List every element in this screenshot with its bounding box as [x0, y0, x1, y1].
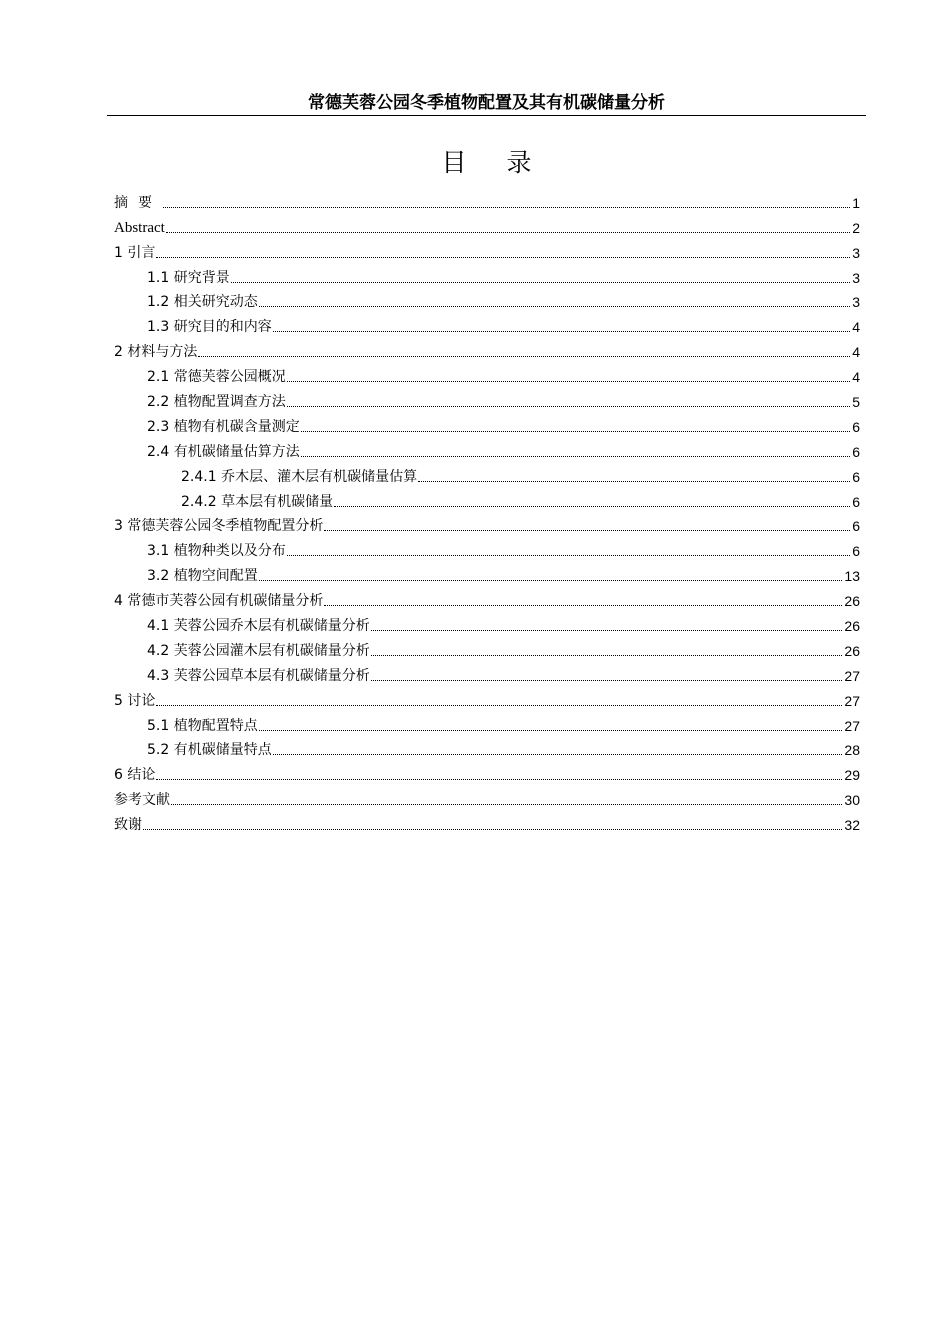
dot-leader [324, 605, 842, 606]
toc-entry-label: 4.3 芙蓉公园草本层有机碳储量分析 [147, 667, 370, 684]
toc-entry-acknowledgements[interactable] [114, 809, 860, 834]
toc-entry-chapter-5[interactable] [114, 685, 860, 710]
toc-entry-section-4-3[interactable] [114, 660, 860, 685]
toc-entry-label: 1.3 研究目的和内容 [147, 319, 272, 336]
dot-leader [371, 655, 843, 656]
dot-leader [273, 754, 843, 755]
toc-entry-section-1-1[interactable] [114, 262, 860, 287]
toc-entry-page: 28 [844, 742, 860, 759]
toc-entry-label: 4.2 芙蓉公园灌木层有机碳储量分析 [147, 642, 370, 659]
toc-entry-label: 3.1 植物种类以及分布 [147, 543, 286, 560]
dot-leader [287, 381, 850, 382]
toc-entry-label: 3 常德芙蓉公园冬季植物配置分析 [114, 518, 324, 535]
dot-leader [259, 580, 843, 581]
dot-leader [273, 331, 850, 332]
toc-entry-page: 27 [844, 692, 860, 709]
running-header-title: 常德芙蓉公园冬季植物配置及其有机碳储量分析 [308, 93, 665, 113]
dot-leader [418, 481, 850, 482]
toc-entry-page: 6 [852, 543, 860, 560]
toc-entry-label: 3.2 植物空间配置 [147, 568, 258, 585]
toc-entry-page: 13 [844, 568, 860, 585]
toc-entry-label: 6 结论 [114, 767, 156, 784]
toc-entry-page: 6 [852, 468, 860, 485]
toc-entry-section-4-1[interactable] [114, 610, 860, 635]
toc-entry-page: 32 [844, 817, 860, 834]
toc-entry-page: 6 [852, 493, 860, 510]
toc-entry-page: 30 [844, 792, 860, 809]
toc-entry-label: 4.1 芙蓉公园乔木层有机碳储量分析 [147, 618, 370, 635]
toc-entry-label: 5.2 有机碳储量特点 [147, 742, 272, 759]
toc-entry-label: 参考文献 [114, 792, 170, 809]
toc-entry-label: 1 引言 [114, 244, 156, 261]
toc-entry-label: 2.3 植物有机碳含量测定 [147, 418, 300, 435]
toc-entry-label: 摘要 [114, 194, 162, 211]
dot-leader [143, 829, 842, 830]
table-of-contents [114, 187, 860, 834]
toc-entry-page: 27 [844, 667, 860, 684]
toc-entry-chapter-6[interactable] [114, 759, 860, 784]
toc-entry-page: 6 [852, 443, 860, 460]
dot-leader [171, 804, 842, 805]
toc-entry-section-1-2[interactable] [114, 287, 860, 312]
toc-entry-section-3-2[interactable] [114, 560, 860, 585]
toc-entry-page: 3 [852, 269, 860, 286]
toc-entry-label: 4 常德市芙蓉公园有机碳储量分析 [114, 593, 324, 610]
dot-leader [287, 406, 850, 407]
toc-entry-chapter-1[interactable] [114, 237, 860, 262]
toc-entry-label: 5 讨论 [114, 692, 156, 709]
toc-entry-label: 1.1 研究背景 [147, 269, 230, 286]
dot-leader [156, 705, 842, 706]
toc-entry-label: 2.1 常德芙蓉公园概况 [147, 369, 286, 386]
toc-entry-label: 1.2 相关研究动态 [147, 294, 258, 311]
toc-entry-section-3-1[interactable] [114, 535, 860, 560]
toc-entry-section-1-3[interactable] [114, 311, 860, 336]
dot-leader [301, 431, 850, 432]
toc-entry-page: 5 [852, 394, 860, 411]
dot-leader [259, 730, 843, 731]
dot-leader [163, 207, 850, 208]
toc-entry-page: 4 [852, 344, 860, 361]
toc-entry-section-4-2[interactable] [114, 635, 860, 660]
toc-entry-abstract-en[interactable] [114, 212, 860, 237]
toc-entry-abstract-cn[interactable] [114, 187, 860, 212]
toc-entry-label: 2 材料与方法 [114, 344, 198, 361]
dot-leader [166, 232, 850, 233]
toc-entry-section-2-1[interactable] [114, 361, 860, 386]
toc-entry-page: 6 [852, 518, 860, 535]
toc-entry-label: 2.2 植物配置调查方法 [147, 394, 286, 411]
dot-leader [301, 456, 850, 457]
toc-entry-page: 3 [852, 294, 860, 311]
toc-entry-section-2-4-2[interactable] [114, 486, 860, 511]
dot-leader [198, 356, 850, 357]
dot-leader [156, 779, 842, 780]
dot-leader [259, 306, 850, 307]
toc-entry-page: 26 [844, 593, 860, 610]
toc-entry-page: 2 [852, 219, 860, 236]
dot-leader [371, 680, 843, 681]
toc-entry-page: 3 [852, 244, 860, 261]
toc-entry-label: 致谢 [114, 817, 142, 834]
dot-leader [371, 630, 843, 631]
toc-entry-label: 2.4 有机碳储量估算方法 [147, 443, 300, 460]
toc-entry-section-2-2[interactable] [114, 386, 860, 411]
toc-entry-page: 26 [844, 618, 860, 635]
dot-leader [156, 257, 850, 258]
dot-leader [287, 555, 850, 556]
toc-entry-label: Abstract [114, 219, 165, 236]
dot-leader [334, 506, 850, 507]
dot-leader [231, 282, 850, 283]
toc-entry-label: 2.4.1 乔木层、灌木层有机碳储量估算 [181, 468, 418, 485]
toc-entry-page: 6 [852, 418, 860, 435]
toc-entry-page: 29 [844, 767, 860, 784]
toc-entry-references[interactable] [114, 784, 860, 809]
toc-entry-section-5-1[interactable] [114, 710, 860, 735]
toc-entry-chapter-3[interactable] [114, 511, 860, 536]
toc-entry-section-2-4[interactable] [114, 436, 860, 461]
toc-entry-page: 4 [852, 319, 860, 336]
toc-entry-chapter-4[interactable] [114, 585, 860, 610]
toc-entry-page: 4 [852, 369, 860, 386]
toc-entry-chapter-2[interactable] [114, 336, 860, 361]
toc-entry-label: 2.4.2 草本层有机碳储量 [181, 493, 334, 510]
header-rule [107, 115, 866, 116]
dot-leader [324, 530, 850, 531]
toc-entry-page: 26 [844, 642, 860, 659]
toc-entry-section-5-2[interactable] [114, 735, 860, 760]
toc-title: 目录 [441, 148, 572, 177]
toc-entry-label: 5.1 植物配置特点 [147, 717, 258, 734]
toc-entry-page: 1 [852, 194, 860, 211]
toc-entry-page: 27 [844, 717, 860, 734]
toc-entry-section-2-4-1[interactable] [114, 461, 860, 486]
toc-entry-section-2-3[interactable] [114, 411, 860, 436]
